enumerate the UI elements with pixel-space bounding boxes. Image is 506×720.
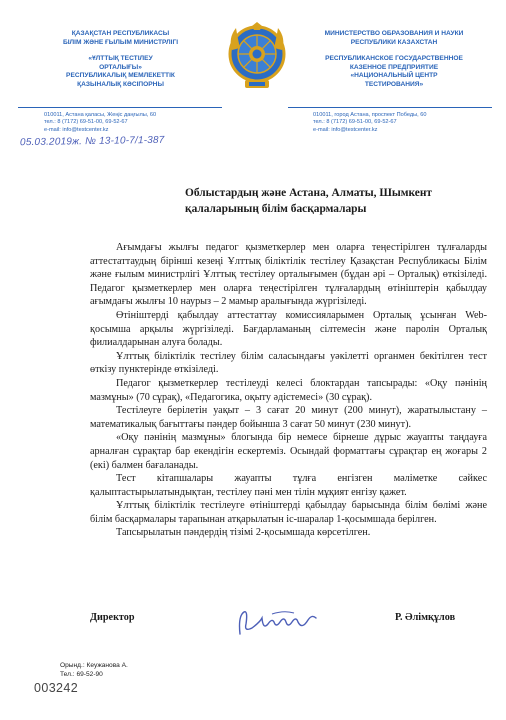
addressee-line: қалаларының білім басқармалары [185, 203, 367, 215]
header-left-line: «ҰЛТТЫҚ ТЕСТІЛЕУ [88, 55, 153, 63]
header-left-line: ҚАЗАҚСТАН РЕСПУБЛИКАСЫ [71, 30, 170, 37]
header-right-line: МИНИСТЕРСТВО ОБРАЗОВАНИЯ И НАУКИ [324, 30, 464, 37]
body-paragraph: Өтініштерді қабылдау аттестаттау комиссияларымен Орталық ұсынған Web-қосымша арқылы жүргізіледі. Бағдарламаның сілтемесін және паролін Орталық филиалдарынан алуға болады. [90, 309, 487, 349]
addressee-line: Облыстардың және Астана, Алматы, Шымкент [185, 187, 432, 199]
body-paragraph: Тест кітапшалары жауапты тұлға енгізген мәліметке сәйкес қалыптастырылатындықтан, тестілеу пәні мен тілін мұқият енгізу қажет. [90, 473, 487, 498]
header-right-line: РЕСПУБЛИКИ КАЗАХСТАН [350, 38, 438, 46]
address-right [313, 112, 493, 134]
address-right-line: тел.: 8 (7172) 69-51-00, 69-52-67 [313, 119, 397, 126]
header-right-org [296, 30, 492, 90]
address-left-line: 010011, Астана қаласы, Жеңіс даңғылы, 60 [44, 112, 157, 118]
letter-body [90, 241, 487, 540]
body-paragraph: «Оқу пәнінің мазмұны» блогында бір немесе бірнеше дұрыс жауапты таңдауға арналған сұрақтар бар екендігін ескертеміз. Осындай форматтағы сұрақтар ең жоғары 2 (екі) балмен бағаланады. [90, 432, 487, 471]
address-right-line: 010011, город Астана, проспект Победы, 60 [313, 112, 427, 118]
header-right-line: «НАЦИОНАЛЬНЫЙ ЦЕНТР [350, 72, 438, 80]
body-paragraph: Ағымдағы жылғы педагог қызметкерлер мен оларға теңестірілген тұлғаларды аттестаттаудың бірінші кезеңі Ұлттық біліктілік тестілеу Қазақстан Республикасы Білім және ғылым министрлігі Ұлттық тестілеу орталығымен (бұдан әрі – Орталық) өткізіледі. Педагог қызметкерлер мен оларға теңестірілген тұлғалардың өтініштерін қабылдау ағымдағы жылғы 10 наурыз – 2 мамыр аралығында жүргізіледі. [90, 242, 487, 308]
address-right-line: e-mail: info@testcenter.kz [313, 126, 378, 133]
document-number: 003242 [34, 681, 79, 695]
address-left-line: тел.: 8 (7172) 69-51-00, 69-52-67 [44, 119, 128, 126]
signatory-name: Р. Әлімқұлов [395, 612, 456, 623]
addressee [185, 185, 485, 217]
body-paragraph: Педагог қызметкерлер тестілеуді келесі блоктардан тапсырады: «Оқу пәнінің мазмұны» (70 сұрақ), «Педагогика, оқыту әдістемесі» (30 сұрақ). [90, 377, 487, 403]
header-left-line: ОРТАЛЫҒЫ» [99, 63, 142, 71]
address-left [44, 112, 234, 134]
state-emblem-icon [228, 22, 286, 90]
body-paragraph: Ұлттық біліктілік тестілеуге өтініштерді қабылдау барысында білім бөлімі және білім басқармалары тарапынан атқарылатын іс-шаралар 1-қосымшада берілген. [90, 500, 487, 525]
outgoing-reference: 05.03.2019ж. № 13-10-7/1-387 [19, 134, 165, 149]
header-right-line: КАЗЕННОЕ ПРЕДПРИЯТИЕ [349, 63, 439, 71]
executor-name: Орынд.: Кеужанова А. [60, 662, 128, 669]
header-divider-right [288, 107, 492, 108]
header-left-line: РЕСПУБЛИКАЛЫҚ МЕМЛЕКЕТТІК [66, 72, 175, 80]
handwritten-signature [232, 604, 328, 640]
body-paragraph: Ұлттық біліктілік тестілеу білім саласындағы уәкілетті органмен бекітілген тест өткізу пунктерінде өткізіледі. [90, 350, 487, 376]
executor-phone: Тел.: 69-52-90 [60, 671, 103, 678]
header-left-line: БІЛІМ ЖӘНЕ ҒЫЛЫМ МИНИСТРЛІГІ [62, 38, 179, 46]
header-divider-left [18, 107, 222, 108]
header-right-line: РЕСПУБЛИКАНСКОЕ ГОСУДАРСТВЕННОЕ [325, 55, 463, 63]
header-left-line: ҚАЗЫНАЛЫҚ КӘСІПОРНЫ [77, 80, 164, 88]
header-left-org [18, 30, 223, 90]
address-left-line: e-mail: info@testcenter.kz [44, 126, 109, 133]
body-paragraph: Тестілеуге берілетін уақыт – 3 сағат 20 минут (200 минут), жаратылыстану – математикалық бағыттағы пәндер бойынша 3 сағат 50 минут (230 минут). [90, 405, 487, 430]
signatory-title: Директор [90, 612, 135, 623]
body-paragraph: Тапсырылатын пәндердің тізімі 2-қосымшада көрсетілген. [116, 527, 371, 539]
header-right-line: ТЕСТИРОВАНИЯ» [364, 80, 424, 88]
